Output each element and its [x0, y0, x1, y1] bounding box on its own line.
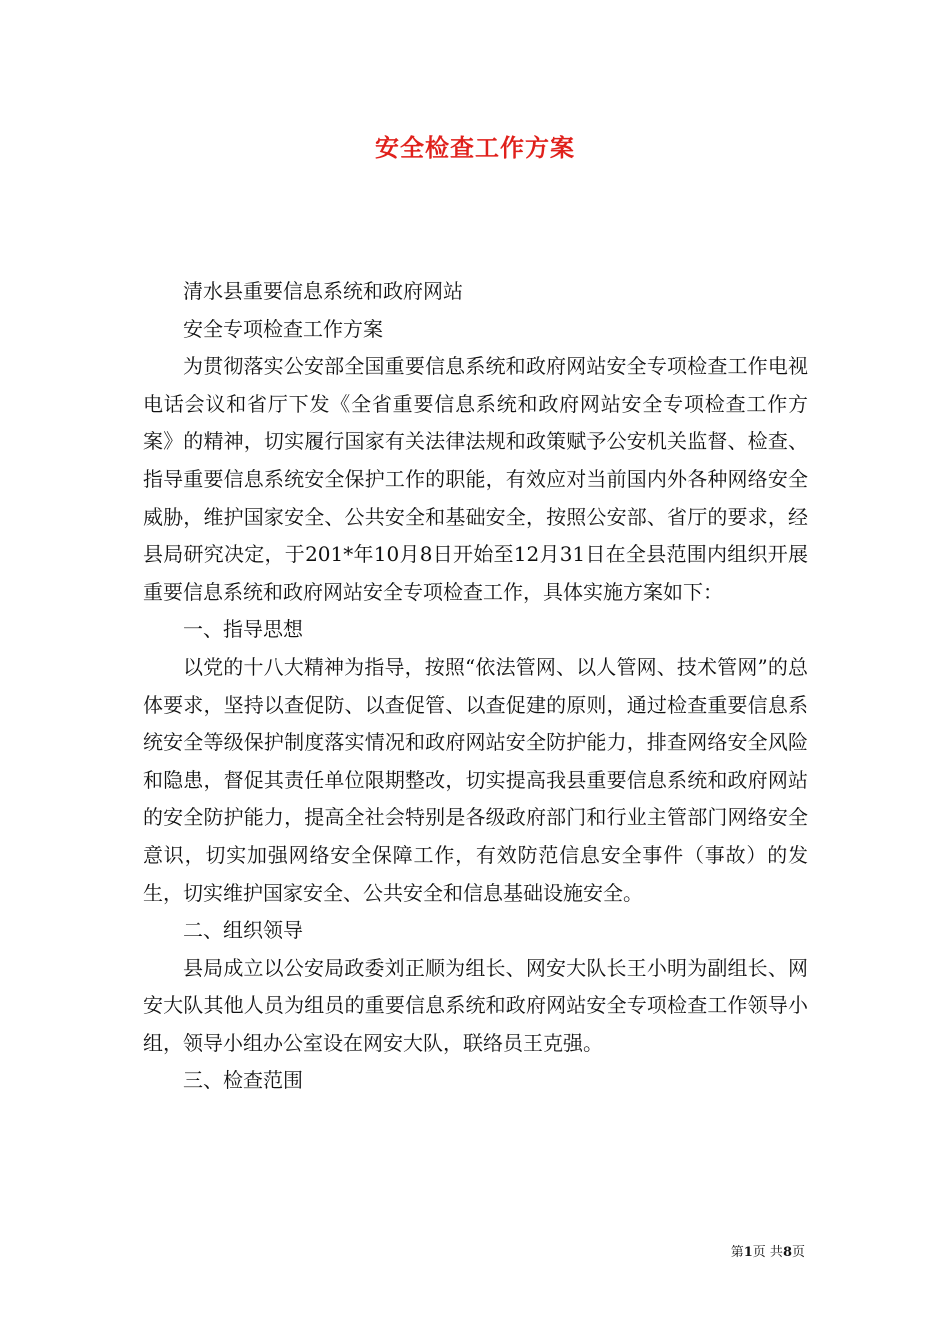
paragraph-organization: 县局成立以公安局政委刘正顺为组长、网安大队长王小明为副组长、网安大队其他人员为组员的重要信息系统和政府网站安全专项检查工作领导小组，领导小组办公室设在网安大队，联络员王克强。 — [143, 955, 808, 1055]
section-heading-guiding-ideology: 一、指导思想 — [183, 617, 303, 642]
current-page-number: 1 — [743, 1245, 753, 1260]
page-number-footer — [731, 1244, 805, 1262]
footer-prefix: 第 — [730, 1245, 744, 1260]
paragraph-guiding-ideology: 以党的十八大精神为指导，按照“依法管网、以人管网、技术管网”的总体要求，坚持以查促防、以查促管、以查促建的原则，通过检查重要信息系统安全等级保护制度落实情况和政府网站安全防护能力，排查网络安全风险和隐患，督促其责任单位限期整改，切实提高我县重要信息系统和政府网站的安全防护能力，提高全社会特别是各级政府部门和行业主管部门网络安全意识，切实加强网络安全保障工作，有效防范信息安全事件（事故）的发生，切实维护国家安全、公共安全和信息基础设施安全。 — [143, 654, 808, 905]
total-pages-number: 8 — [782, 1245, 792, 1260]
section-heading-organization: 二、组织领导 — [183, 918, 303, 943]
paragraph-intro: 为贯彻落实公安部全国重要信息系统和政府网站安全专项检查工作电视电话会议和省厅下发《全省重要信息系统和政府网站安全专项检查工作方案》的精神，切实履行国家有关法律法规和政策赋予公安机关监督、检查、指导重要信息系统安全保护工作的职能，有效应对当前国内外各种网络安全威胁，维护国家安全、公共安全和基础安全，按照公安部、省厅的要求，经县局研究决定，于201*年10月8日开始至12月31日在全县范围内组织开展重要信息系统和政府网站安全专项检查工作，具体实施方案如下： — [143, 354, 808, 604]
paragraph-plan-title: 安全专项检查工作方案 — [183, 316, 383, 341]
document-title: 安全检查工作方案 — [375, 133, 575, 162]
section-heading-scope: 三、检查范围 — [183, 1068, 303, 1093]
footer-suffix: 页 — [791, 1245, 805, 1260]
footer-middle: 页 共 — [752, 1245, 783, 1260]
document-body — [143, 273, 808, 1100]
paragraph-org-name: 清水县重要信息系统和政府网站 — [183, 279, 463, 303]
